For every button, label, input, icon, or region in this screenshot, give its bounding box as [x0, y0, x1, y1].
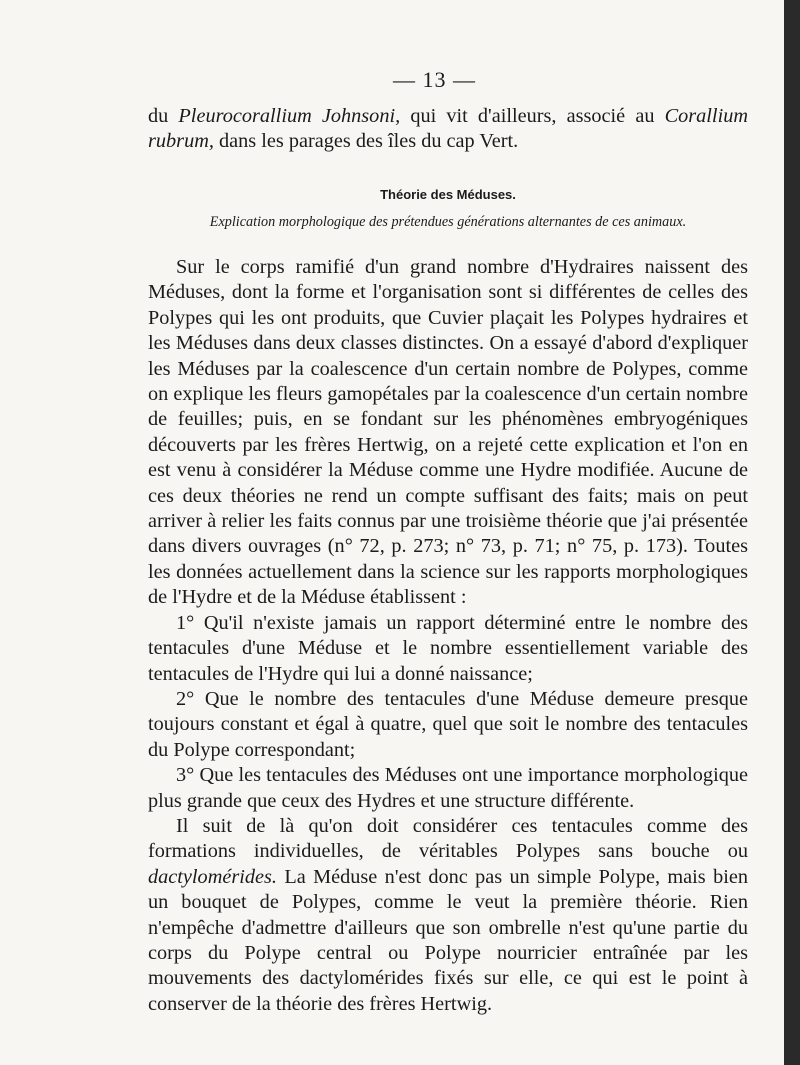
intro-text [148, 104, 748, 155]
main-text [148, 255, 748, 1017]
paragraph-4: 3° Que les tentacules des Méduses ont une importance morphologique plus grande que ceux des Hydres et une structure différente. [148, 764, 748, 812]
intro-paragraph [148, 104, 748, 155]
paragraph-5-part2: La Méduse n'est donc pas un simple Polype, mais bien un bouquet de Polypes, comme le veut la première théorie. Rien n'empêche d'admettre d'ailleurs que son ombrelle n'est qu'une partie du corps du Polype central ou Polype nourricier entraînée par les mouvements des dactylomérides fixés sur elle, ce qui est le point à conserver de la théorie des frères Hertwig. [148, 865, 748, 1015]
paragraph-5 [148, 814, 748, 1017]
intro-text-part1: du [148, 105, 179, 127]
paragraph-1: Sur le corps ramifié d'un grand nombre d'Hydraires naissent des Méduses, dont la forme et l'organisation sont si différentes de celles des Polypes qui les ont produits, que Cuvier plaçait les Polypes hydraires et les Méduses dans deux classes distinctes. On a essayé d'abord d'expliquer les Méduses par la coalescence d'un certain nombre de Polypes, comme on explique les fleurs gamopétales par la coalescence d'un certain nombre de feuilles; puis, en se fondant sur les phénomènes embryogéniques découverts par les frères Hertwig, on a rejeté cette explication et l'on en est venu à considérer la Méduse comme une Hydre modifiée. Aucune de ces deux théories ne rend un compte suffisant des faits; mais on peut arriver à relier les faits connus par une troisième théorie que j'ai présentée dans divers ouvrages (n° 72, p. 273; n° 73, p. 71; n° 75, p. 173). Toutes les données actuellement dans la science sur les rapports morphologiques de l'Hydre et de la Méduse établissent : [148, 256, 748, 609]
term-dactylomerides: dactylomérides. [148, 865, 277, 888]
species-name-corallium: Corallium rubrum, [148, 105, 748, 153]
section-title: Théorie des Méduses. [380, 187, 516, 202]
page-number: — 13 — [393, 67, 476, 92]
paragraph-2: 1° Qu'il n'existe jamais un rapport déterminé entre le nombre des tentacules d'une Méduse et le nombre essentiellement variable des tentacules de l'Hydre qui lui a donné naissance; [148, 611, 748, 685]
paragraph-5-part1: Il suit de là qu'on doit considérer ces tentacules comme des formations individuelles, de véritables Polypes sans bouche ou [148, 814, 748, 863]
species-name-pleurocorallium: Pleurocorallium Johnsoni, [178, 105, 401, 127]
intro-text-part3: dans les parages des îles du cap Vert. [213, 130, 519, 153]
section-subtitle: Explication morphologique des prétendues générations alternantes de ces animaux. [209, 214, 687, 230]
intro-text-part2: qui vit d'ailleurs, associé au [400, 105, 665, 127]
paragraph-3: 2° Que le nombre des tentacules d'une Méduse demeure presque toujours constant et égal à quatre, quel que soit le nombre des tentacules du Polype correspondant; [148, 687, 748, 761]
